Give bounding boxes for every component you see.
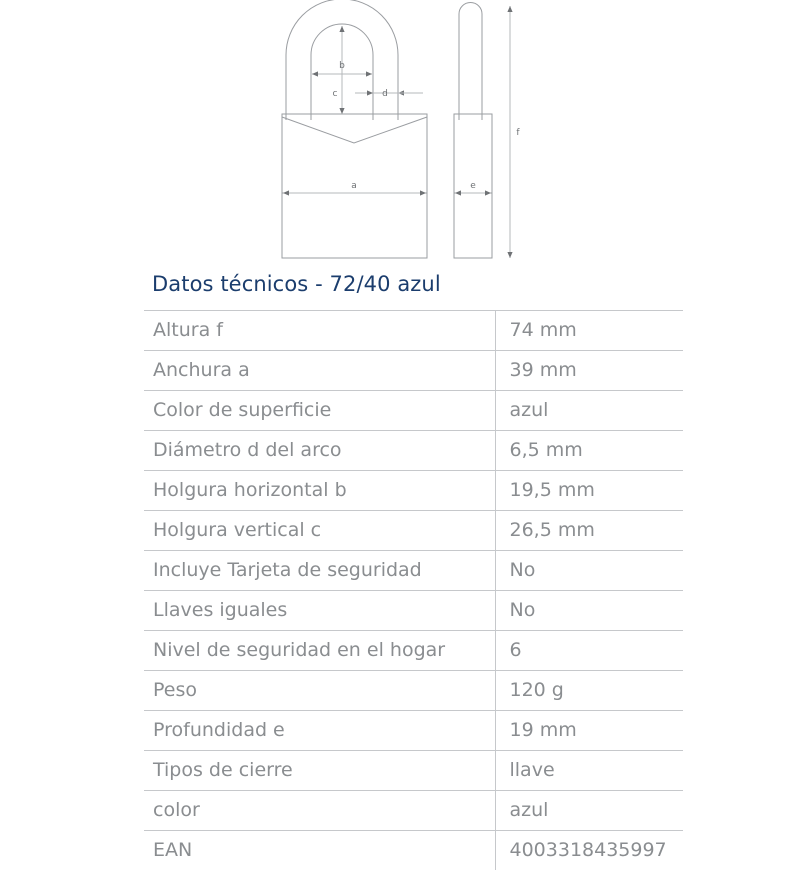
padlock-front-view	[282, 0, 427, 258]
dim-label-d: d	[382, 89, 388, 99]
table-row	[144, 511, 683, 551]
dim-arrow-a-left	[283, 190, 289, 195]
spec-value: azul	[495, 791, 683, 831]
dim-arrow-a-right	[420, 190, 426, 195]
dim-arrow-e-right	[485, 190, 491, 195]
spec-value: 6,5 mm	[495, 431, 683, 471]
dim-label-e: e	[470, 181, 476, 191]
padlock-body-chevron	[282, 117, 427, 143]
spec-label: color	[144, 791, 495, 831]
spec-table-title: Datos técnicos - 72/40 azul	[152, 271, 441, 297]
table-row	[144, 391, 683, 431]
table-row	[144, 631, 683, 671]
spec-value: 19,5 mm	[495, 471, 683, 511]
technical-data-table	[144, 310, 683, 870]
spec-value: 6	[495, 631, 683, 671]
table-row	[144, 711, 683, 751]
dim-label-b: b	[339, 61, 345, 71]
technical-data-body	[144, 311, 683, 870]
spec-label: Holgura vertical c	[144, 511, 495, 551]
spec-value: 74 mm	[495, 311, 683, 351]
dim-arrow-b-left	[312, 71, 318, 76]
table-row	[144, 551, 683, 591]
spec-label: Anchura a	[144, 351, 495, 391]
padlock-drawing-svg	[255, 0, 555, 266]
dim-arrow-d-left	[367, 90, 373, 95]
spec-label: Diámetro d del arco	[144, 431, 495, 471]
spec-value: azul	[495, 391, 683, 431]
table-row	[144, 831, 683, 870]
spec-label: Holgura horizontal b	[144, 471, 495, 511]
spec-label: Color de superficie	[144, 391, 495, 431]
dim-label-f: f	[516, 128, 520, 138]
spec-value: 120 g	[495, 671, 683, 711]
dim-arrow-b-right	[366, 71, 372, 76]
dim-label-a: a	[351, 181, 357, 191]
dim-arrow-c-top	[339, 26, 344, 32]
spec-label: Incluye Tarjeta de seguridad	[144, 551, 495, 591]
table-row	[144, 791, 683, 831]
table-row	[144, 431, 683, 471]
padlock-side-view	[454, 3, 492, 259]
spec-value: No	[495, 591, 683, 631]
spec-value: No	[495, 551, 683, 591]
dim-arrow-c-bottom	[339, 108, 344, 114]
table-row	[144, 671, 683, 711]
table-row	[144, 311, 683, 351]
dim-label-c: c	[333, 89, 338, 99]
dim-arrow-f-top	[507, 6, 512, 12]
spec-value: 4003318435997	[495, 831, 683, 870]
spec-label: Profundidad e	[144, 711, 495, 751]
dim-arrow-e-left	[455, 190, 461, 195]
spec-label: EAN	[144, 831, 495, 870]
spec-label: Peso	[144, 671, 495, 711]
spec-label: Tipos de cierre	[144, 751, 495, 791]
table-row	[144, 471, 683, 511]
spec-value: 39 mm	[495, 351, 683, 391]
spec-label: Nivel de seguridad en el hogar	[144, 631, 495, 671]
table-row	[144, 591, 683, 631]
table-row	[144, 751, 683, 791]
dim-arrow-f-bottom	[507, 252, 512, 258]
spec-label: Llaves iguales	[144, 591, 495, 631]
table-row	[144, 351, 683, 391]
spec-value: 19 mm	[495, 711, 683, 751]
padlock-diagram	[0, 0, 800, 266]
spec-label: Altura f	[144, 311, 495, 351]
spec-value: 26,5 mm	[495, 511, 683, 551]
side-shackle-leg	[459, 3, 482, 121]
spec-value: llave	[495, 751, 683, 791]
dimension-lines	[283, 6, 513, 258]
